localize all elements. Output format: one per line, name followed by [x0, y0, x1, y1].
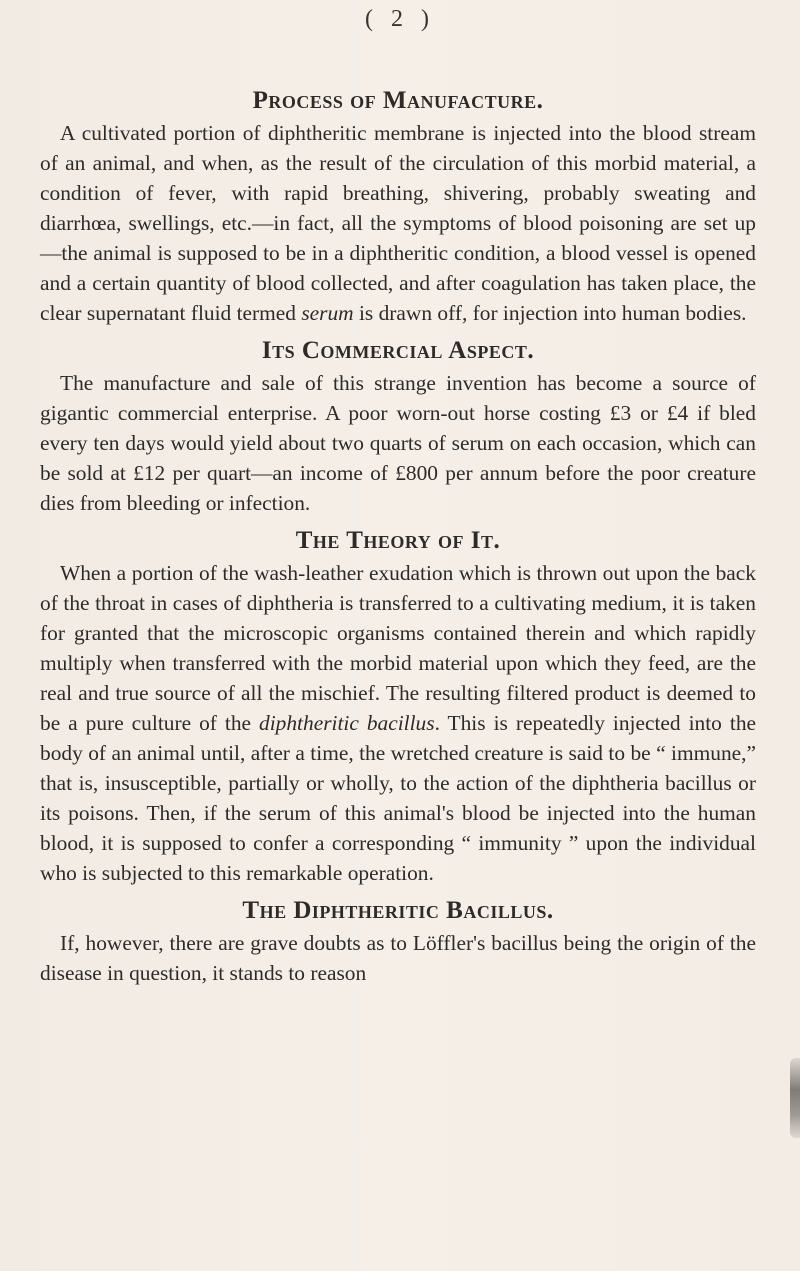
text-column: [40, 84, 756, 988]
emphasis-diphtheritic-bacillus: diphtheritic bacillus: [259, 711, 435, 735]
section-paragraph-bacillus: If, however, there are grave doubts as to Löffler's bacillus being the origin of the disease in question, it stands to reason: [40, 931, 756, 985]
section-paragraph-process: A cultivated portion of diphtheritic membrane is injected into the blood stream of an animal, and when, as the result of the circulation of this morbid material, a condition of fever, with rapid breathing, shivering, probably sweating and diarrhœa, swellings, etc.—in fact, all the symptoms of blood poisoning are set up—the animal is supposed to be in a diphtheritic condition, a blood vessel is opened and a certain quantity of blood collected, and after coagulation has taken place, the clear supernatant fluid termed serum is drawn off, for injection into human bodies.: [40, 121, 756, 325]
section-heading-bacillus: The Diphtheritic Bacillus.: [242, 897, 554, 924]
emphasis-serum: serum: [301, 301, 354, 325]
page-number: ( 2 ): [365, 6, 435, 32]
page-edge-shadow: [790, 1058, 800, 1138]
section-heading-theory: The Theory of It.: [295, 527, 501, 554]
section-heading-process: Process of Manufacture.: [252, 87, 544, 114]
section-heading-commercial: Its Commercial Aspect.: [261, 337, 535, 364]
section-paragraph-theory: When a portion of the wash-leather exudation which is thrown out upon the back of the throat in cases of diphtheria is transferred to a cultivating medium, it is taken for granted that the microscopic organisms contained therein and which rapidly multiply when transferred with the morbid material upon which they feed, are the real and true source of all the mischief. The resulting filtered product is deemed to be a pure culture of the diphtheritic bacillus. This is repeatedly injected into the body of an animal until, after a time, the wretched creature is said to be “ immune,” that is, insusceptible, partially or wholly, to the action of the diphtheria bacillus or its poisons. Then, if the serum of this animal's blood be injected into the human blood, it is supposed to confer a corresponding “ immunity ” upon the individual who is subjected to this remarkable operation.: [40, 561, 757, 885]
section-paragraph-commercial: The manufacture and sale of this strange invention has become a source of gigantic commercial enterprise. A poor worn-out horse costing £3 or £4 if bled every ten days would yield about two quarts of serum on each occasion, which can be sold at £12 per quart—an income of £800 per annum before the poor creature dies from bleeding or infection.: [40, 371, 756, 515]
